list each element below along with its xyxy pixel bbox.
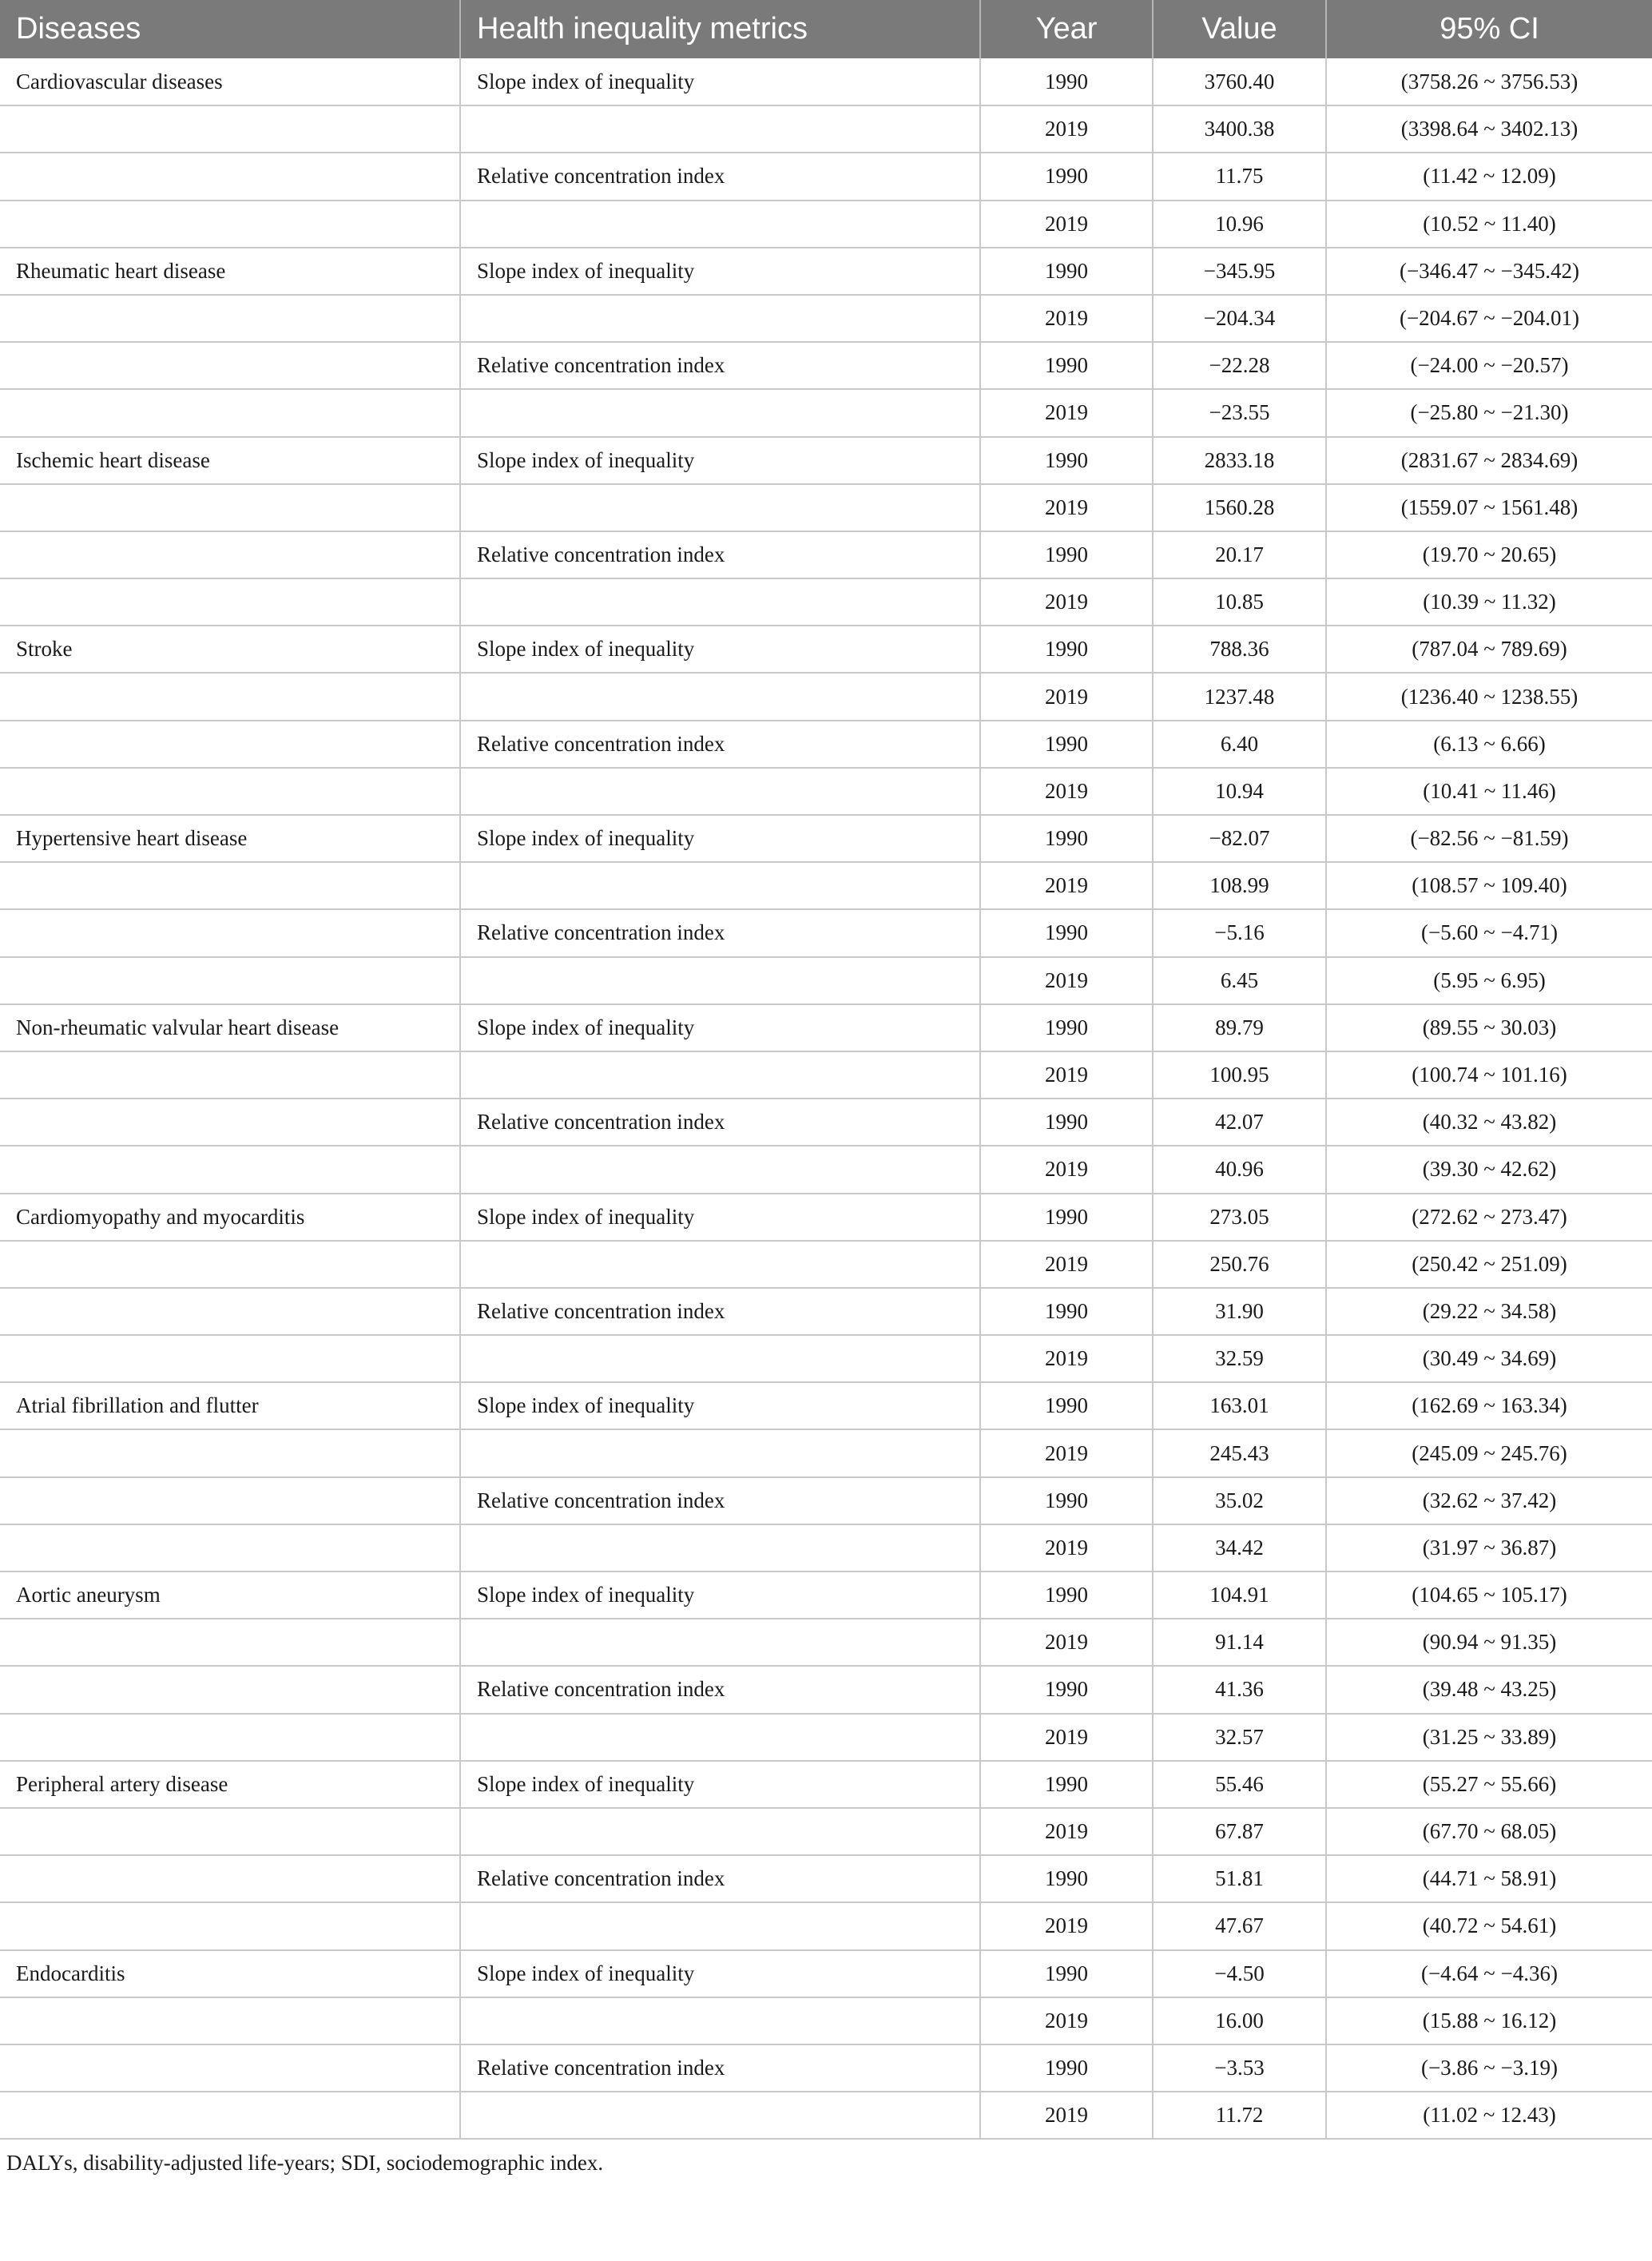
cell-ci: (162.69 ~ 163.34) [1326,1382,1652,1429]
cell-disease [0,1808,460,1855]
table-row [0,1950,1652,1997]
cell-year: 2019 [980,201,1153,248]
cell-metric [460,1524,980,1572]
table-row [0,58,1652,105]
cell-value: 2833.18 [1153,437,1326,484]
cell-year: 1990 [980,1950,1153,1997]
cell-metric: Slope index of inequality [460,58,980,105]
header-value: Value [1153,0,1326,58]
cell-ci: (31.25 ~ 33.89) [1326,1714,1652,1761]
cell-year: 1990 [980,531,1153,578]
table-row [0,295,1652,342]
cell-year: 1990 [980,248,1153,295]
cell-value: −3.53 [1153,2044,1326,2092]
cell-disease: Endocarditis [0,1950,460,1997]
cell-ci: (2831.67 ~ 2834.69) [1326,437,1652,484]
cell-metric [460,389,980,436]
table-row [0,1429,1652,1476]
cell-disease [0,721,460,768]
cell-value: −5.16 [1153,909,1326,956]
cell-ci: (31.97 ~ 36.87) [1326,1524,1652,1572]
table-row [0,1808,1652,1855]
cell-disease: Stroke [0,626,460,673]
table-row [0,1477,1652,1524]
cell-year: 2019 [980,1619,1153,1666]
table-row [0,957,1652,1004]
table-row [0,1572,1652,1619]
cell-ci: (1559.07 ~ 1561.48) [1326,484,1652,531]
cell-metric: Relative concentration index [460,1099,980,1146]
cell-disease [0,1051,460,1099]
header-metric: Health inequality metrics [460,0,980,58]
cell-disease [0,1902,460,1949]
table-row [0,1382,1652,1429]
table-row [0,815,1652,862]
cell-disease [0,1335,460,1382]
cell-disease [0,153,460,200]
cell-disease: Peripheral artery disease [0,1761,460,1808]
cell-value: 55.46 [1153,1761,1326,1808]
cell-ci: (787.04 ~ 789.69) [1326,626,1652,673]
cell-metric: Slope index of inequality [460,1761,980,1808]
cell-ci: (40.72 ~ 54.61) [1326,1902,1652,1949]
cell-ci: (89.55 ~ 30.03) [1326,1004,1652,1051]
cell-year: 2019 [980,1429,1153,1476]
header-diseases: Diseases [0,0,460,58]
cell-year: 1990 [980,626,1153,673]
cell-value: 3760.40 [1153,58,1326,105]
cell-value: 245.43 [1153,1429,1326,1476]
cell-value: 11.72 [1153,2092,1326,2139]
cell-ci: (39.48 ~ 43.25) [1326,1666,1652,1713]
cell-disease: Rheumatic heart disease [0,248,460,295]
cell-disease [0,105,460,153]
cell-ci: (3758.26 ~ 3756.53) [1326,58,1652,105]
cell-value: 10.85 [1153,578,1326,626]
table-row [0,153,1652,200]
cell-metric [460,578,980,626]
cell-value: 41.36 [1153,1666,1326,1713]
cell-ci: (−25.80 ~ −21.30) [1326,389,1652,436]
cell-value: −82.07 [1153,815,1326,862]
table-row [0,626,1652,673]
cell-ci: (15.88 ~ 16.12) [1326,1997,1652,2044]
cell-ci: (32.62 ~ 37.42) [1326,1477,1652,1524]
table-row [0,1761,1652,1808]
cell-year: 1990 [980,1194,1153,1241]
cell-value: 6.40 [1153,721,1326,768]
cell-value: 20.17 [1153,531,1326,578]
cell-metric [460,1241,980,1288]
cell-value: −345.95 [1153,248,1326,295]
cell-disease [0,1619,460,1666]
cell-value: 32.59 [1153,1335,1326,1382]
cell-metric [460,105,980,153]
cell-metric [460,1429,980,1476]
cell-year: 1990 [980,153,1153,200]
cell-value: 788.36 [1153,626,1326,673]
cell-year: 1990 [980,909,1153,956]
cell-disease [0,1429,460,1476]
cell-year: 2019 [980,1335,1153,1382]
table-row [0,105,1652,153]
cell-year: 1990 [980,721,1153,768]
table-row [0,342,1652,389]
cell-year: 2019 [980,105,1153,153]
table-row [0,531,1652,578]
cell-value: −204.34 [1153,295,1326,342]
cell-disease [0,342,460,389]
cell-metric [460,1146,980,1193]
table-footnote: DALYs, disability-adjusted life-years; SDI, sociodemographic index. [6,2151,604,2176]
cell-ci: (3398.64 ~ 3402.13) [1326,105,1652,153]
cell-value: 100.95 [1153,1051,1326,1099]
cell-disease [0,531,460,578]
cell-metric [460,957,980,1004]
table-row [0,389,1652,436]
cell-value: 1560.28 [1153,484,1326,531]
cell-ci: (−204.67 ~ −204.01) [1326,295,1652,342]
cell-value: 104.91 [1153,1572,1326,1619]
cell-value: 42.07 [1153,1099,1326,1146]
cell-ci: (5.95 ~ 6.95) [1326,957,1652,1004]
cell-ci: (−3.86 ~ −3.19) [1326,2044,1652,2092]
cell-value: 34.42 [1153,1524,1326,1572]
table-row [0,909,1652,956]
cell-metric [460,673,980,720]
cell-disease: Ischemic heart disease [0,437,460,484]
table-row [0,1146,1652,1193]
table-body [0,58,1652,2139]
cell-disease: Atrial fibrillation and flutter [0,1382,460,1429]
cell-disease [0,295,460,342]
cell-year: 2019 [980,389,1153,436]
cell-value: 108.99 [1153,862,1326,909]
cell-disease [0,389,460,436]
cell-ci: (90.94 ~ 91.35) [1326,1619,1652,1666]
cell-disease [0,862,460,909]
cell-value: 31.90 [1153,1288,1326,1335]
cell-year: 2019 [980,2092,1153,2139]
cell-ci: (−5.60 ~ −4.71) [1326,909,1652,956]
cell-year: 2019 [980,295,1153,342]
cell-year: 1990 [980,1099,1153,1146]
cell-disease: Aortic aneurysm [0,1572,460,1619]
cell-year: 1990 [980,342,1153,389]
cell-ci: (−4.64 ~ −4.36) [1326,1950,1652,1997]
cell-ci: (30.49 ~ 34.69) [1326,1335,1652,1382]
cell-metric [460,1714,980,1761]
cell-year: 2019 [980,484,1153,531]
cell-ci: (245.09 ~ 245.76) [1326,1429,1652,1476]
cell-disease [0,1714,460,1761]
cell-metric: Relative concentration index [460,342,980,389]
cell-metric: Relative concentration index [460,2044,980,2092]
table-row [0,1004,1652,1051]
cell-year: 2019 [980,1714,1153,1761]
cell-disease: Cardiovascular diseases [0,58,460,105]
table-row [0,1714,1652,1761]
table-row [0,862,1652,909]
cell-disease [0,1146,460,1193]
cell-disease [0,768,460,815]
cell-year: 1990 [980,437,1153,484]
cell-value: 40.96 [1153,1146,1326,1193]
cell-year: 2019 [980,673,1153,720]
cell-disease [0,2044,460,2092]
cell-disease [0,1099,460,1146]
cell-disease [0,1524,460,1572]
table-row [0,248,1652,295]
cell-year: 2019 [980,578,1153,626]
cell-metric: Slope index of inequality [460,1382,980,1429]
cell-metric: Slope index of inequality [460,1950,980,1997]
cell-value: 67.87 [1153,1808,1326,1855]
cell-year: 1990 [980,1382,1153,1429]
cell-value: 3400.38 [1153,105,1326,153]
cell-metric [460,1902,980,1949]
cell-metric [460,295,980,342]
cell-value: −23.55 [1153,389,1326,436]
table-row [0,673,1652,720]
cell-value: −4.50 [1153,1950,1326,1997]
cell-year: 2019 [980,1146,1153,1193]
cell-year: 2019 [980,1808,1153,1855]
table-row [0,1855,1652,1902]
cell-value: 51.81 [1153,1855,1326,1902]
cell-disease [0,1997,460,2044]
table-row [0,2044,1652,2092]
cell-disease [0,578,460,626]
cell-ci: (55.27 ~ 55.66) [1326,1761,1652,1808]
table-row [0,1288,1652,1335]
cell-metric [460,862,980,909]
cell-year: 1990 [980,1572,1153,1619]
cell-disease [0,909,460,956]
cell-ci: (11.42 ~ 12.09) [1326,153,1652,200]
cell-value: 11.75 [1153,153,1326,200]
cell-metric: Slope index of inequality [460,248,980,295]
cell-disease [0,1477,460,1524]
cell-metric: Relative concentration index [460,1477,980,1524]
cell-disease: Non-rheumatic valvular heart disease [0,1004,460,1051]
cell-disease [0,1666,460,1713]
cell-year: 1990 [980,1477,1153,1524]
table-row [0,578,1652,626]
cell-ci: (44.71 ~ 58.91) [1326,1855,1652,1902]
cell-disease: Hypertensive heart disease [0,815,460,862]
cell-ci: (272.62 ~ 273.47) [1326,1194,1652,1241]
cell-ci: (29.22 ~ 34.58) [1326,1288,1652,1335]
cell-disease [0,957,460,1004]
cell-year: 2019 [980,1241,1153,1288]
cell-disease [0,201,460,248]
table-row [0,1902,1652,1949]
cell-metric: Slope index of inequality [460,626,980,673]
cell-year: 1990 [980,1855,1153,1902]
cell-ci: (6.13 ~ 6.66) [1326,721,1652,768]
cell-value: 47.67 [1153,1902,1326,1949]
cell-year: 2019 [980,957,1153,1004]
cell-year: 1990 [980,2044,1153,2092]
cell-value: 10.94 [1153,768,1326,815]
cell-ci: (250.42 ~ 251.09) [1326,1241,1652,1288]
cell-ci: (10.39 ~ 11.32) [1326,578,1652,626]
table-row [0,484,1652,531]
table-row [0,201,1652,248]
table-row [0,1099,1652,1146]
cell-metric: Relative concentration index [460,1666,980,1713]
cell-year: 2019 [980,1997,1153,2044]
table-row [0,1194,1652,1241]
table-row [0,1335,1652,1382]
cell-ci: (40.32 ~ 43.82) [1326,1099,1652,1146]
table-row [0,1241,1652,1288]
cell-value: 163.01 [1153,1382,1326,1429]
cell-metric [460,1335,980,1382]
cell-disease [0,484,460,531]
cell-metric [460,2092,980,2139]
cell-year: 1990 [980,815,1153,862]
table-row [0,1666,1652,1713]
cell-metric: Relative concentration index [460,531,980,578]
cell-year: 2019 [980,1051,1153,1099]
cell-metric: Relative concentration index [460,1855,980,1902]
cell-metric [460,1051,980,1099]
cell-year: 1990 [980,58,1153,105]
cell-disease [0,1241,460,1288]
cell-metric: Slope index of inequality [460,815,980,862]
table-row [0,1051,1652,1099]
cell-metric: Relative concentration index [460,909,980,956]
cell-metric: Slope index of inequality [460,1194,980,1241]
cell-ci: (−346.47 ~ −345.42) [1326,248,1652,295]
cell-metric [460,768,980,815]
cell-metric: Relative concentration index [460,1288,980,1335]
cell-disease: Cardiomyopathy and myocarditis [0,1194,460,1241]
cell-year: 1990 [980,1288,1153,1335]
cell-value: 6.45 [1153,957,1326,1004]
cell-ci: (19.70 ~ 20.65) [1326,531,1652,578]
cell-metric: Relative concentration index [460,721,980,768]
header-ci: 95% CI [1326,0,1652,58]
table-row [0,437,1652,484]
cell-disease [0,1855,460,1902]
cell-metric [460,1808,980,1855]
table-row [0,2092,1652,2139]
cell-value: −22.28 [1153,342,1326,389]
cell-ci: (104.65 ~ 105.17) [1326,1572,1652,1619]
table-row [0,721,1652,768]
cell-disease [0,673,460,720]
cell-value: 32.57 [1153,1714,1326,1761]
cell-value: 10.96 [1153,201,1326,248]
table-header [0,0,1652,58]
header-year: Year [980,0,1153,58]
cell-year: 2019 [980,1902,1153,1949]
cell-ci: (39.30 ~ 42.62) [1326,1146,1652,1193]
table-row [0,1619,1652,1666]
cell-value: 91.14 [1153,1619,1326,1666]
table-row [0,1524,1652,1572]
cell-ci: (−82.56 ~ −81.59) [1326,815,1652,862]
cell-ci: (100.74 ~ 101.16) [1326,1051,1652,1099]
cell-year: 1990 [980,1761,1153,1808]
cell-year: 2019 [980,862,1153,909]
cell-ci: (1236.40 ~ 1238.55) [1326,673,1652,720]
cell-ci: (10.52 ~ 11.40) [1326,201,1652,248]
table-row [0,1997,1652,2044]
cell-metric [460,1619,980,1666]
cell-metric [460,484,980,531]
cell-year: 2019 [980,768,1153,815]
cell-year: 2019 [980,1524,1153,1572]
cell-metric [460,201,980,248]
cell-ci: (67.70 ~ 68.05) [1326,1808,1652,1855]
cell-value: 1237.48 [1153,673,1326,720]
cell-disease [0,2092,460,2139]
cell-year: 1990 [980,1666,1153,1713]
cell-disease [0,1288,460,1335]
cell-value: 89.79 [1153,1004,1326,1051]
cell-ci: (−24.00 ~ −20.57) [1326,342,1652,389]
header-row [0,0,1652,58]
cell-metric: Slope index of inequality [460,437,980,484]
cell-metric: Slope index of inequality [460,1572,980,1619]
cell-value: 35.02 [1153,1477,1326,1524]
cell-metric [460,1997,980,2044]
cell-ci: (11.02 ~ 12.43) [1326,2092,1652,2139]
cell-ci: (10.41 ~ 11.46) [1326,768,1652,815]
cell-metric: Slope index of inequality [460,1004,980,1051]
cell-ci: (108.57 ~ 109.40) [1326,862,1652,909]
cell-value: 250.76 [1153,1241,1326,1288]
cell-value: 273.05 [1153,1194,1326,1241]
table-row [0,768,1652,815]
cell-value: 16.00 [1153,1997,1326,2044]
cell-metric: Relative concentration index [460,153,980,200]
cell-year: 1990 [980,1004,1153,1051]
